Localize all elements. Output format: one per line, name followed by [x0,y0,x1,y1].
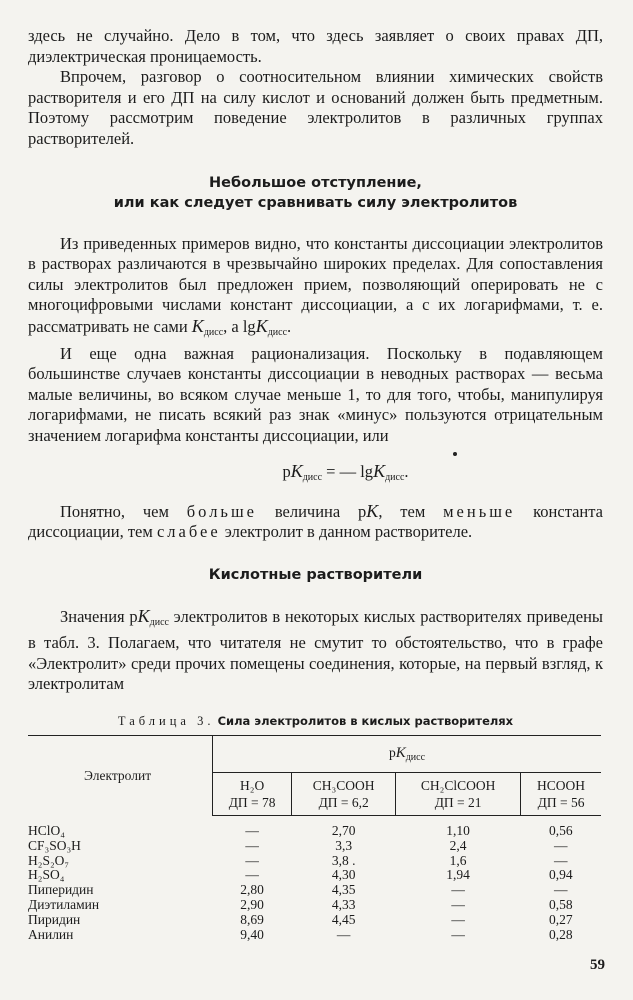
header-p: p [388,745,396,761]
solvent-name: CH₂ClCOOH [420,778,496,794]
formula-k-2: K [373,460,386,481]
p5-c: , тем [378,501,426,521]
pk-value-cell: — [451,926,465,942]
pk-value-cell: — [554,837,568,853]
paragraph-3-text: Из приведенных примеров видно, что константы диссоциации электролитов в растворах различаются в чрезвычайно широких пределах. Для сопоставления силы электролитов был предложен прием, позволяющий оперировать не с многоцифровыми числами констант диссоциации, а с их логарифмами, т. е. рассматривать не сами [28,233,603,336]
pk-value-cell: — [245,852,259,868]
heading-line-1: Небольшое отступление, [209,174,422,191]
pk-value-cell: — [245,837,259,853]
solvent-header-1 [292,773,396,816]
pk-value-cell: 0,56 [548,823,573,839]
electrolyte-name: Пиридин [28,911,81,927]
stray-dot [453,452,457,456]
paragraph-5 [28,501,603,543]
table-row [28,913,601,928]
table-caption-label: Таблица 3. [117,714,215,729]
pk-value-cell: — [451,911,465,927]
p5-d: константа диссоциации, тем [28,501,603,542]
page-number: 59 [590,957,605,973]
solvent-dp: ДП = 56 [537,795,585,811]
solvent-dp: ДП = 21 [434,795,482,811]
solvent-header-3 [521,773,601,816]
paragraph-2: Впрочем, разговор о соотносительном влиянии химических свойств растворителя и его ДП на силу кислот и оснований должен быть предметным. Поэтому рассмотрим поведение электролитов в различных группах растворителей. [28,67,603,148]
pk-value-cell: 1,94 [446,867,470,883]
pk-value-cell: 4,45 [331,911,356,927]
table-row [28,868,601,883]
p5-k: K [366,500,379,521]
pk-value-cell: — [451,897,465,913]
solvent-dp: ДП = 6,2 [318,795,369,811]
electrolyte-strength-table [28,735,601,942]
pk-value-cell: 9,40 [240,926,264,942]
k-subscript: дисс [203,326,224,338]
electrolyte-name: Анилин [28,926,74,942]
p6-b: электролитов в некоторых кислых растворителях приведены в табл. 3. Полагаем, что читателя не смутит то обстоятельство, что в графе «Электролит» среди прочих помещены соединения, которые, на первый взгляд, к электролитам [28,606,603,694]
paragraph-3-end: . [287,316,292,336]
p6-k: K [137,605,150,626]
formula-end: . [404,461,409,481]
table-caption [28,714,603,729]
table-row [28,898,601,913]
pk-value-cell: — [554,852,568,868]
electrolyte-name: Пиперидин [28,882,94,898]
pk-value-cell: — [245,867,259,883]
pk-value-cell: 3,8 . [331,852,356,868]
pk-value-cell: 4,35 [331,882,356,898]
pk-value-cell: 2,80 [240,882,264,898]
pk-value-cell: 4,33 [331,897,356,913]
table-row [28,854,601,869]
formula-sub-2: дисс [385,471,405,483]
paragraph-3 [28,234,603,344]
table-caption-title: Сила электролитов в кислых растворителях [217,714,514,729]
pk-value-cell: — [451,882,465,898]
formula-k: K [290,460,303,481]
k-symbol-2: K [255,315,268,336]
pk-value-cell: — [336,926,351,942]
electrolyte-name: CF₃SO₃H [28,837,81,853]
table-body [28,816,601,943]
k-subscript-2: дисс [267,326,288,338]
pk-value-cell: 2,4 [449,837,467,853]
paragraph-6 [28,606,603,695]
pk-value-cell: 0,28 [548,926,573,942]
table-row [28,816,601,839]
electrolyte-name: HClO₄ [28,822,65,838]
pk-value-cell: 2,70 [331,823,356,839]
formula-eq: = — lg [322,461,374,481]
pk-value-cell: 8,69 [240,911,264,927]
pk-value-cell: — [245,823,259,839]
solvent-dp: ДП = 78 [228,795,276,811]
paragraph-1: здесь не случайно. Дело в том, что здесь заявляет о своих правах ДП, диэлектрическая проницаемость. [28,26,603,66]
p6-sub: дисс [149,616,169,628]
pk-value-cell: 0,94 [548,867,573,883]
pk-value-cell: 1,10 [446,823,470,839]
pk-value-cell: 2,90 [240,897,264,913]
paragraph-3-mid: , а lg [223,316,256,336]
solvent-header-2 [396,773,521,816]
p5-b: величина p [274,501,367,521]
table-row [28,928,601,943]
formula-p: p [282,461,291,481]
pk-value-cell: — [554,882,568,898]
pk-value-cell: 0,27 [548,911,573,927]
solvent-header-0 [213,773,292,816]
electrolyte-name: H₂S₂O₇ [28,852,70,868]
k-symbol: K [191,315,204,336]
section-heading-acid-solvents: Кислотные растворители [208,566,423,583]
header-k: K [395,745,406,762]
p6-a: Значения p [60,606,138,626]
header-electrolyte: Электролит [28,736,213,816]
p5-weaker: слабее [156,522,221,542]
p5-less: меньше [443,501,516,521]
paragraph-4: И еще одна важная рационализация. Поскольку в подавляющем большинстве случаев константы диссоциации в неводных растворах — весьма малые величины, во всяком случае меньше 1, то для того, чтобы, манипулируя логарифмами, не писать всякий раз знак «минус» пользуются отрицательным значением логарифма константы диссоциации, или [28,343,603,445]
electrolyte-name: Диэтиламин [28,897,100,913]
heading-line-2: или как следует сравнивать силу электролитов [113,194,518,211]
p5-a: Понятно, чем [60,501,169,521]
pk-formula [28,461,603,483]
pk-value-cell: 0,58 [548,897,573,913]
solvent-name: CH₃COOH [312,778,375,794]
pk-value-cell: 4,30 [331,867,356,883]
solvent-name: H₂O [240,778,265,794]
pk-value-cell: 3,3 [335,837,353,853]
pk-value-cell: 1,6 [449,852,467,868]
formula-sub: дисс [302,471,323,483]
p5-e: электролит в данном растворителе. [224,522,473,542]
p5-more: больше [186,501,257,521]
table-row [28,883,601,898]
section-heading-digression [28,173,603,213]
electrolyte-name: H₂SO₄ [28,867,65,883]
solvent-name: HCOOH [537,778,586,794]
header-pk-group [213,736,602,773]
table-row [28,839,601,854]
page-body [28,26,603,942]
header-sub: дисс [405,752,426,764]
